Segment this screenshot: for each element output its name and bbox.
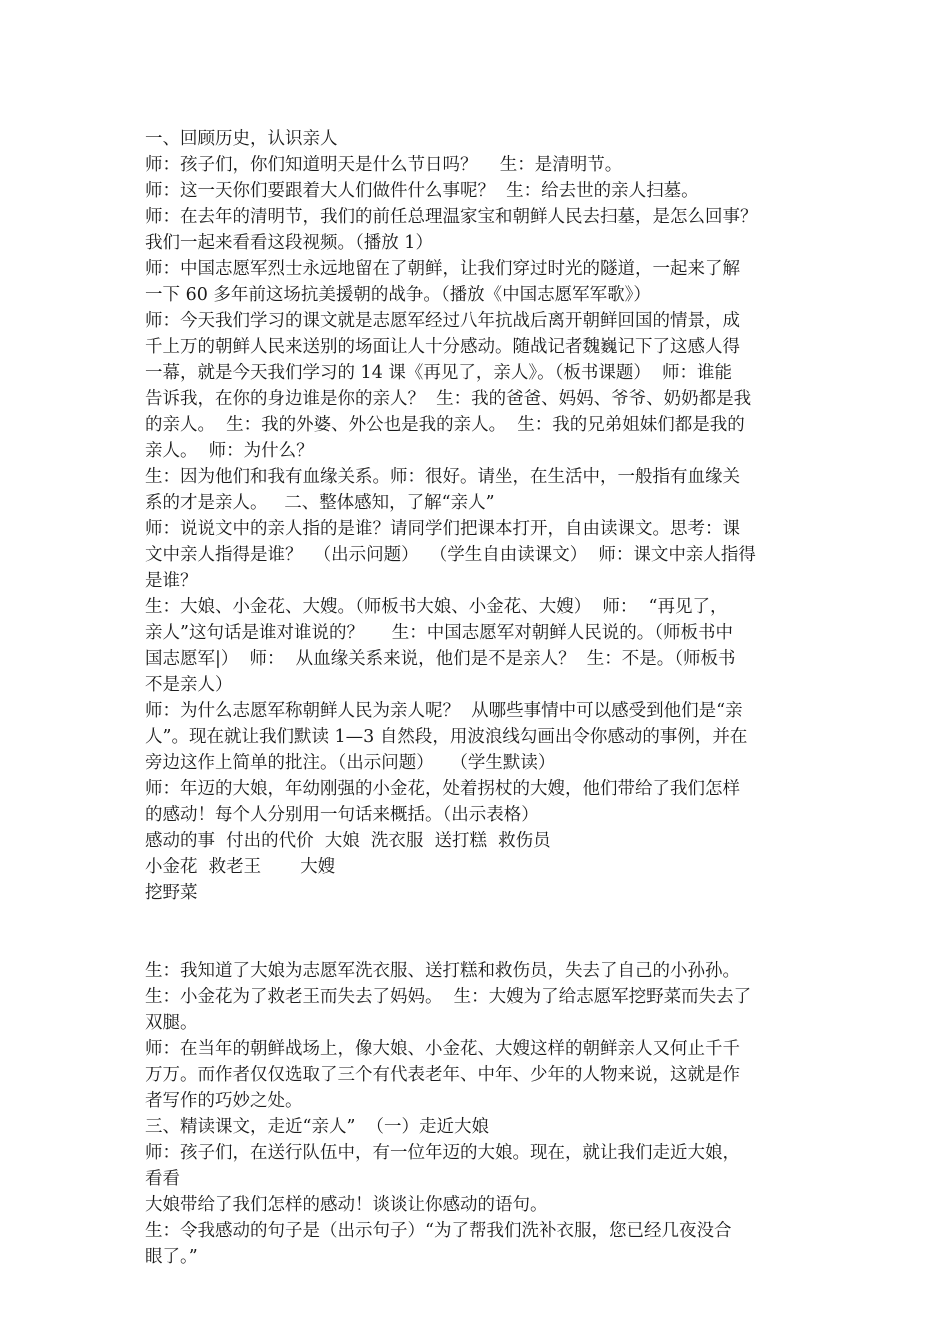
text-line: 师：在当年的朝鲜战场上，像大娘、小金花、大嫂这样的朝鲜亲人又何止千千: [145, 1039, 740, 1059]
text-line: 师：在去年的清明节，我们的前任总理温家宝和朝鲜人民去扫墓，是怎么回事？: [145, 207, 758, 227]
text-line: 不是亲人）: [145, 675, 233, 695]
paragraph: [145, 698, 815, 776]
text-line: 感动的事 付出的代价 大娘 洗衣服 送打糕 救伤员: [145, 831, 551, 851]
paragraph: [145, 126, 815, 152]
paragraph: [145, 594, 815, 698]
text-line: 万万。而作者仅仅选取了三个有代表老年、中年、少年的人物来说，这就是作: [145, 1065, 740, 1085]
text-line: 人”。现在就让我们默读 1—3 自然段，用波浪线勾画出令你感动的事例，并在: [145, 727, 748, 747]
text-line: 师：孩子们，你们知道明天是什么节日吗？ 生：是清明节。: [145, 155, 623, 175]
text-line: 者写作的巧妙之处。: [145, 1091, 303, 1111]
text-line: 双腿。: [145, 1013, 198, 1033]
text-line: 小金花 救老王 大嫂: [145, 857, 336, 877]
paragraph: [145, 958, 815, 984]
paragraph: [145, 984, 815, 1036]
paragraph: [145, 464, 815, 516]
text-line: 的感动！每个人分别用一句话来概括。（出示表格）: [145, 805, 539, 825]
text-line: 我们一起来看看这段视频。（播放 1）: [145, 233, 433, 253]
text-line: 旁边这作上简单的批注。（出示问题） （学生默读）: [145, 753, 556, 773]
text-line: 师：为什么志愿军称朝鲜人民为亲人呢？ 从哪些事情中可以感受到他们是“亲: [145, 701, 743, 721]
text-line: 看看: [145, 1169, 180, 1189]
document-body-top: [145, 126, 815, 906]
text-line: 挖野菜: [145, 883, 198, 903]
text-line: 三、精读课文，走近“亲人” （一）走近大娘: [145, 1117, 490, 1137]
text-line: 的亲人。 生：我的外婆、外公也是我的亲人。 生：我的兄弟姐妹们都是我的: [145, 415, 745, 435]
text-line: 一下 60 多年前这场抗美援朝的战争。（播放《中国志愿军军歌》）: [145, 285, 651, 305]
paragraph: [145, 516, 815, 594]
text-line: 生：小金花为了救老王而失去了妈妈。 生：大嫂为了给志愿军挖野菜而失去了: [145, 987, 752, 1007]
text-line: 生：我知道了大娘为志愿军洗衣服、送打糕和救伤员，失去了自己的小孙孙。: [145, 961, 740, 981]
paragraph: [145, 308, 815, 464]
text-line: 生：令我感动的句子是（出示句子）“为了帮我们洗补衣服，您已经几夜没合: [145, 1221, 732, 1241]
text-line: 生：大娘、小金花、大嫂。（师板书大娘、小金花、大嫂） 师： “再见了，: [145, 597, 728, 617]
blank-gap: [145, 906, 815, 958]
text-line: 是谁？: [145, 571, 198, 591]
text-line: 千上万的朝鲜人民来送别的场面让人十分感动。随战记者魏巍记下了这感人得: [145, 337, 740, 357]
text-line: 师：孩子们，在送行队伍中，有一位年迈的大娘。现在，就让我们走近大娘，: [145, 1143, 740, 1163]
paragraph: [145, 828, 815, 854]
text-line: 师：中国志愿军烈士永远地留在了朝鲜，让我们穿过时光的隧道，一起来了解: [145, 259, 740, 279]
paragraph: [145, 204, 815, 256]
text-line: 亲人。 师：为什么？: [145, 441, 314, 461]
paragraph: [145, 880, 815, 906]
text-line: 师：年迈的大娘，年幼刚强的小金花，处着拐杖的大嫂，他们带给了我们怎样: [145, 779, 740, 799]
text-line: 一幕，就是今天我们学习的 14 课《再见了，亲人》。（板书课题） 师：谁能: [145, 363, 733, 383]
text-line: 亲人”这句话是谁对谁说的？ 生：中国志愿军对朝鲜人民说的。（师板书中: [145, 623, 734, 643]
paragraph: [145, 776, 815, 828]
paragraph: [145, 152, 815, 178]
paragraph: [145, 1140, 815, 1192]
document-body-bottom: [145, 958, 815, 1270]
paragraph: [145, 256, 815, 308]
text-line: 生：因为他们和我有血缘关系。师：很好。请坐，在生活中，一般指有血缘关: [145, 467, 740, 487]
paragraph: [145, 1114, 815, 1140]
paragraph: [145, 1218, 815, 1270]
text-line: 师：这一天你们要跟着大人们做件什么事呢？ 生：给去世的亲人扫墓。: [145, 181, 699, 201]
text-line: 大娘带给了我们怎样的感动！谈谈让你感动的语句。: [145, 1195, 548, 1215]
paragraph: [145, 178, 815, 204]
text-line: 系的才是亲人。 二、整体感知，了解“亲人”: [145, 493, 495, 513]
text-line: 文中亲人指得是谁？ （出示问题） （学生自由读课文） 师：课文中亲人指得: [145, 545, 756, 565]
text-line: 师：说说文中的亲人指的是谁？请同学们把课本打开，自由读课文。思考：课: [145, 519, 740, 539]
text-line: 一、回顾历史，认识亲人: [145, 129, 338, 149]
document-page: [145, 126, 815, 1270]
text-line: 师：今天我们学习的课文就是志愿军经过八年抗战后离开朝鲜回国的情景，成: [145, 311, 740, 331]
paragraph: [145, 854, 815, 880]
paragraph: [145, 1192, 815, 1218]
paragraph: [145, 1036, 815, 1114]
text-line: 告诉我，在你的身边谁是你的亲人？ 生：我的爸爸、妈妈、爷爷、奶奶都是我: [145, 389, 752, 409]
text-line: 国志愿军|） 师： 从血缘关系来说，他们是不是亲人？ 生：不是。（师板书: [145, 649, 736, 669]
text-line: 眼了。”: [145, 1247, 198, 1267]
